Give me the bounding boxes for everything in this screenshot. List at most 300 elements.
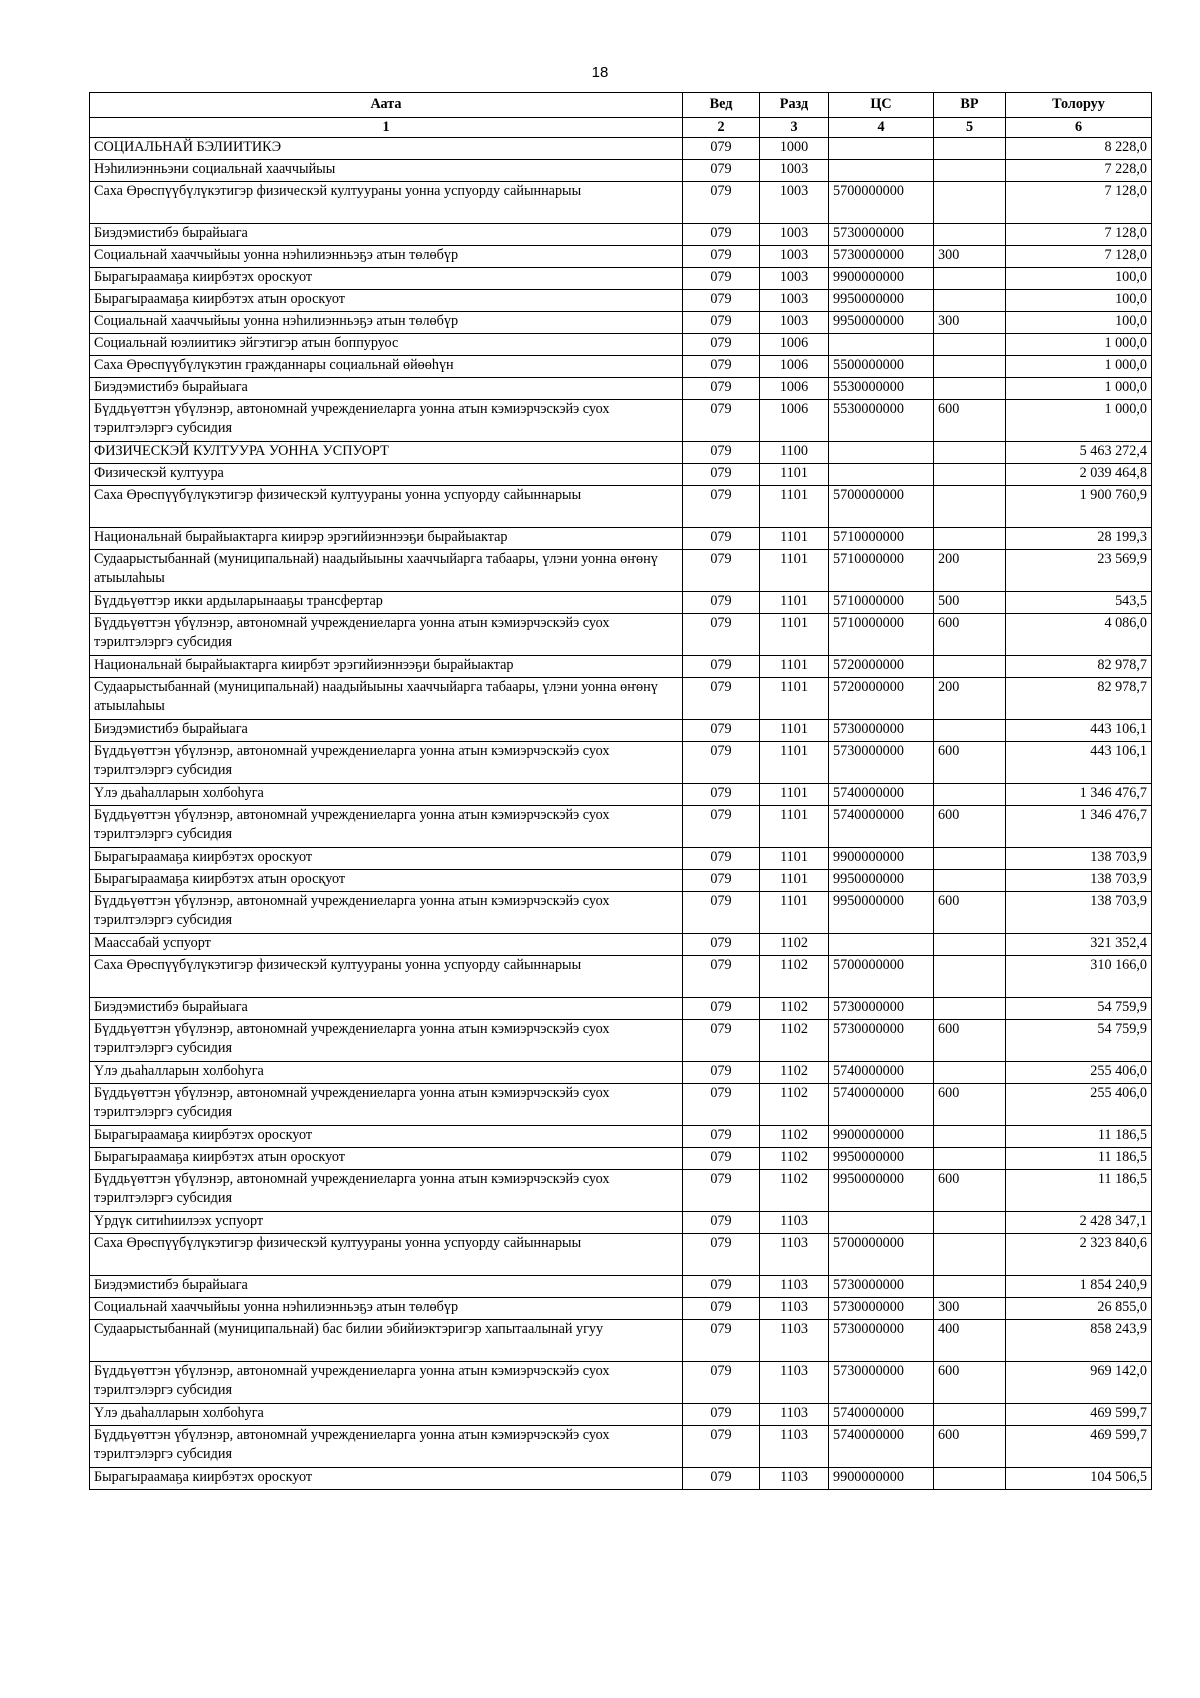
row-amount-cell: 469 599,7 [1006,1426,1152,1468]
table-row [90,138,1152,160]
row-ved-cell: 079 [683,528,760,550]
row-razd-cell: 1103 [760,1362,829,1404]
row-name-cell: Бүддьүөттэн үбүлэнэр, автономнай учреждениеларга уонна атын кэмиэрчэскэйэ суох тэрилтэлэргэ субсидия [90,1020,683,1062]
row-cs-cell: 5500000000 [829,356,934,378]
header-razd: Разд [760,93,829,118]
row-name-cell: Биэдэмистибэ бырайыага [90,378,683,400]
row-amount-cell: 4 086,0 [1006,614,1152,656]
row-razd-cell: 1102 [760,1084,829,1126]
row-ved-cell: 079 [683,592,760,614]
row-ved-cell: 079 [683,1170,760,1212]
column-index-row [90,118,1152,138]
row-vr-cell [934,290,1006,312]
table-row [90,224,1152,246]
table-row [90,1234,1152,1276]
row-amount-cell: 469 599,7 [1006,1404,1152,1426]
row-name-cell: Бүддьүөттэн үбүлэнэр, автономнай учреждениеларга уонна атын кэмиэрчэскэйэ суох тэрилтэлэргэ субсидия [90,1084,683,1126]
row-name-cell: Бырагыраамаҕа киирбэтэх ороскуот [90,1468,683,1490]
row-vr-cell: 300 [934,246,1006,268]
row-ved-cell: 079 [683,160,760,182]
row-razd-cell: 1101 [760,464,829,486]
row-vr-cell [934,956,1006,998]
table-row [90,892,1152,934]
row-name-cell: Судаарыстыбаннай (муниципальнай) бас билии эбийиэктэригэр хапытаалынай угуу [90,1320,683,1362]
row-ved-cell: 079 [683,1234,760,1276]
row-cs-cell: 9950000000 [829,290,934,312]
row-name-cell: Биэдэмистибэ бырайыага [90,720,683,742]
row-ved-cell: 079 [683,848,760,870]
row-vr-cell: 600 [934,806,1006,848]
row-name-cell: Социальнай юэлиитикэ эйгэтигэр атын боппуруос [90,334,683,356]
row-ved-cell: 079 [683,720,760,742]
row-vr-cell [934,182,1006,224]
row-amount-cell: 82 978,7 [1006,678,1152,720]
row-razd-cell: 1101 [760,870,829,892]
row-razd-cell: 1003 [760,182,829,224]
row-cs-cell [829,138,934,160]
row-vr-cell: 200 [934,678,1006,720]
row-razd-cell: 1101 [760,678,829,720]
row-amount-cell: 2 039 464,8 [1006,464,1152,486]
row-name-cell: Саха Өрөспүүбүлүкэтигэр физическэй култуураны уонна успуорду сайыннарыы [90,486,683,528]
row-ved-cell: 079 [683,400,760,442]
row-ved-cell: 079 [683,870,760,892]
row-ved-cell: 079 [683,1062,760,1084]
row-name-cell: Бүддьүөттэн үбүлэнэр, автономнай учреждениеларга уонна атын кэмиэрчэскэйэ суох тэрилтэлэргэ субсидия [90,806,683,848]
row-cs-cell: 5700000000 [829,486,934,528]
row-name-cell: Бүддьүөттэн үбүлэнэр, автономнай учреждениеларга уонна атын кэмиэрчэскэйэ суох тэрилтэлэргэ субсидия [90,614,683,656]
row-ved-cell: 079 [683,1020,760,1062]
row-ved-cell: 079 [683,312,760,334]
row-name-cell: Бүддьүөттэн үбүлэнэр, автономнай учреждениеларга уонна атын кэмиэрчэскэйэ суох тэрилтэлэргэ субсидия [90,1426,683,1468]
row-amount-cell: 23 569,9 [1006,550,1152,592]
row-amount-cell: 11 186,5 [1006,1170,1152,1212]
row-vr-cell: 500 [934,592,1006,614]
row-vr-cell: 600 [934,1084,1006,1126]
row-razd-cell: 1103 [760,1234,829,1276]
row-name-cell: Нэһилиэнньэни социальнай хааччыйыы [90,160,683,182]
row-razd-cell: 1102 [760,1170,829,1212]
row-vr-cell [934,1404,1006,1426]
row-amount-cell: 100,0 [1006,290,1152,312]
table-row [90,528,1152,550]
column-index: 1 [90,118,683,138]
row-amount-cell: 82 978,7 [1006,656,1152,678]
row-amount-cell: 1 346 476,7 [1006,784,1152,806]
row-cs-cell: 9900000000 [829,268,934,290]
row-amount-cell: 7 128,0 [1006,182,1152,224]
row-name-cell: Бүддьүөттэн үбүлэнэр, автономнай учреждениеларга уонна атын кэмиэрчэскэйэ суох тэрилтэлэргэ субсидия [90,1362,683,1404]
row-ved-cell: 079 [683,1148,760,1170]
row-razd-cell: 1003 [760,290,829,312]
row-amount-cell: 5 463 272,4 [1006,442,1152,464]
row-name-cell: Судаарыстыбаннай (муниципальнай) наадыйыыны хааччыйарга табаары, үлэни уонна өҥөнү атыылаһыы [90,550,683,592]
row-cs-cell: 5740000000 [829,806,934,848]
row-cs-cell: 5740000000 [829,1084,934,1126]
table-row [90,312,1152,334]
row-name-cell: Бырагыраамаҕа киирбэтэх ороскуот [90,1126,683,1148]
row-cs-cell: 5530000000 [829,400,934,442]
row-amount-cell: 255 406,0 [1006,1062,1152,1084]
row-name-cell: Социальнай хааччыйыы уонна нэһилиэнньэҕэ атын төлөбүр [90,246,683,268]
row-ved-cell: 079 [683,1426,760,1468]
row-vr-cell [934,138,1006,160]
table-row [90,1170,1152,1212]
row-ved-cell: 079 [683,246,760,268]
row-ved-cell: 079 [683,1298,760,1320]
row-vr-cell [934,378,1006,400]
row-vr-cell [934,464,1006,486]
row-name-cell: СОЦИАЛЬНАЙ БЭЛИИТИКЭ [90,138,683,160]
table-row [90,160,1152,182]
row-name-cell: Бырагыраамаҕа киирбэтэх ороскуот [90,848,683,870]
column-index: 2 [683,118,760,138]
row-cs-cell: 5530000000 [829,378,934,400]
row-cs-cell: 5740000000 [829,1062,934,1084]
table-row [90,1426,1152,1468]
row-vr-cell [934,934,1006,956]
row-amount-cell: 7 128,0 [1006,224,1152,246]
row-razd-cell: 1103 [760,1404,829,1426]
row-vr-cell [934,224,1006,246]
row-vr-cell [934,1126,1006,1148]
row-vr-cell [934,1276,1006,1298]
row-name-cell: Физическэй култуура [90,464,683,486]
row-name-cell: Саха Өрөспүүбүлүкэтин гражданнары социальнай өйөөһүн [90,356,683,378]
row-razd-cell: 1102 [760,934,829,956]
row-razd-cell: 1006 [760,356,829,378]
header-vr: ВР [934,93,1006,118]
row-razd-cell: 1006 [760,334,829,356]
row-ved-cell: 079 [683,290,760,312]
row-amount-cell: 443 106,1 [1006,742,1152,784]
table-row [90,720,1152,742]
table-row [90,246,1152,268]
row-ved-cell: 079 [683,1468,760,1490]
row-vr-cell [934,870,1006,892]
row-vr-cell [934,486,1006,528]
row-razd-cell: 1003 [760,246,829,268]
table-row [90,998,1152,1020]
row-vr-cell [934,1148,1006,1170]
row-cs-cell: 9900000000 [829,848,934,870]
row-cs-cell: 5700000000 [829,956,934,998]
row-cs-cell: 5730000000 [829,742,934,784]
row-name-cell: Үлэ дьаһалларын холбоһуга [90,1404,683,1426]
table-row [90,848,1152,870]
table-row [90,1298,1152,1320]
table-row [90,1126,1152,1148]
table-row [90,1320,1152,1362]
row-vr-cell [934,1468,1006,1490]
row-ved-cell: 079 [683,998,760,1020]
row-ved-cell: 079 [683,742,760,784]
row-amount-cell: 969 142,0 [1006,1362,1152,1404]
row-amount-cell: 26 855,0 [1006,1298,1152,1320]
table-row [90,1276,1152,1298]
row-name-cell: Биэдэмистибэ бырайыага [90,224,683,246]
row-cs-cell [829,334,934,356]
row-name-cell: Үлэ дьаһалларын холбоһуга [90,1062,683,1084]
row-amount-cell: 1 000,0 [1006,378,1152,400]
row-ved-cell: 079 [683,224,760,246]
row-cs-cell: 9950000000 [829,892,934,934]
row-name-cell: Национальнай бырайыактарга киирбэт эрэгийиэннээҕи бырайыактар [90,656,683,678]
row-cs-cell: 5740000000 [829,1404,934,1426]
row-vr-cell: 600 [934,1426,1006,1468]
row-amount-cell: 310 166,0 [1006,956,1152,998]
row-vr-cell [934,1062,1006,1084]
row-ved-cell: 079 [683,1362,760,1404]
row-razd-cell: 1006 [760,400,829,442]
row-vr-cell [934,998,1006,1020]
table-row [90,592,1152,614]
row-amount-cell: 104 506,5 [1006,1468,1152,1490]
row-amount-cell: 321 352,4 [1006,934,1152,956]
table-row [90,742,1152,784]
row-cs-cell: 9950000000 [829,1170,934,1212]
row-razd-cell: 1006 [760,378,829,400]
row-amount-cell: 7 128,0 [1006,246,1152,268]
row-vr-cell [934,442,1006,464]
row-amount-cell: 100,0 [1006,268,1152,290]
table-row [90,656,1152,678]
row-razd-cell: 1100 [760,442,829,464]
row-name-cell: Бырагыраамаҕа киирбэтэх атын оросқуот [90,870,683,892]
row-vr-cell: 600 [934,892,1006,934]
row-ved-cell: 079 [683,1404,760,1426]
table-row [90,442,1152,464]
row-cs-cell: 5730000000 [829,246,934,268]
table-row [90,1404,1152,1426]
row-razd-cell: 1101 [760,528,829,550]
row-ved-cell: 079 [683,486,760,528]
row-cs-cell [829,1212,934,1234]
row-vr-cell: 600 [934,614,1006,656]
row-ved-cell: 079 [683,956,760,998]
row-name-cell: Саха Өрөспүүбүлүкэтигэр физическэй култуураны уонна успуорду сайыннарыы [90,182,683,224]
table-row [90,400,1152,442]
table-header-row [90,93,1152,118]
row-amount-cell: 100,0 [1006,312,1152,334]
row-name-cell: Бүддьүөттэр икки ардыларынааҕы трансфертар [90,592,683,614]
row-ved-cell: 079 [683,1276,760,1298]
row-razd-cell: 1101 [760,742,829,784]
table-row [90,870,1152,892]
row-razd-cell: 1101 [760,784,829,806]
row-razd-cell: 1003 [760,268,829,290]
row-ved-cell: 079 [683,442,760,464]
header-toloruu: Толоруу [1006,93,1152,118]
row-vr-cell: 300 [934,312,1006,334]
row-name-cell: Социальнай хааччыйыы уонна нэһилиэнньэҕэ атын төлөбүр [90,1298,683,1320]
table-row [90,956,1152,998]
row-razd-cell: 1103 [760,1298,829,1320]
row-cs-cell: 9900000000 [829,1126,934,1148]
row-cs-cell: 5710000000 [829,550,934,592]
row-cs-cell: 5710000000 [829,614,934,656]
row-vr-cell [934,784,1006,806]
row-vr-cell [934,334,1006,356]
row-name-cell: Саха Өрөспүүбүлүкэтигэр физическэй култуураны уонна успуорду сайыннарыы [90,956,683,998]
row-razd-cell: 1003 [760,160,829,182]
table-row [90,182,1152,224]
row-vr-cell: 400 [934,1320,1006,1362]
row-cs-cell [829,934,934,956]
column-index: 6 [1006,118,1152,138]
row-cs-cell [829,464,934,486]
row-name-cell: Бүддьүөттэн үбүлэнэр, автономнай учреждениеларга уонна атын кэмиэрчэскэйэ суох тэрилтэлэргэ субсидия [90,742,683,784]
row-vr-cell: 600 [934,1170,1006,1212]
row-name-cell: Биэдэмистибэ бырайыага [90,998,683,1020]
column-index: 3 [760,118,829,138]
row-razd-cell: 1101 [760,592,829,614]
table-row [90,614,1152,656]
row-name-cell: Судаарыстыбаннай (муниципальнай) наадыйыыны хааччыйарга табаары, үлэни уонна өҥөнү атыылаһыы [90,678,683,720]
row-amount-cell: 11 186,5 [1006,1148,1152,1170]
row-name-cell: Бырагыраамаҕа киирбэтэх атын ороскуот [90,1148,683,1170]
table-row [90,1062,1152,1084]
table-row [90,464,1152,486]
row-razd-cell: 1000 [760,138,829,160]
row-vr-cell: 600 [934,742,1006,784]
row-ved-cell: 079 [683,356,760,378]
table-row [90,378,1152,400]
table-row [90,1148,1152,1170]
row-cs-cell: 5710000000 [829,528,934,550]
table-row [90,486,1152,528]
row-cs-cell: 5730000000 [829,1362,934,1404]
table-row [90,1362,1152,1404]
row-amount-cell: 2 323 840,6 [1006,1234,1152,1276]
row-razd-cell: 1103 [760,1468,829,1490]
row-amount-cell: 858 243,9 [1006,1320,1152,1362]
row-name-cell: Бырагыраамаҕа киирбэтэх ороскуот [90,268,683,290]
row-vr-cell: 600 [934,1362,1006,1404]
row-vr-cell [934,1234,1006,1276]
row-vr-cell [934,528,1006,550]
row-cs-cell: 5730000000 [829,1020,934,1062]
row-razd-cell: 1103 [760,1426,829,1468]
row-ved-cell: 079 [683,678,760,720]
row-amount-cell: 2 428 347,1 [1006,1212,1152,1234]
row-razd-cell: 1101 [760,614,829,656]
column-index: 4 [829,118,934,138]
row-cs-cell [829,160,934,182]
row-razd-cell: 1102 [760,1062,829,1084]
row-vr-cell: 200 [934,550,1006,592]
row-amount-cell: 543,5 [1006,592,1152,614]
row-razd-cell: 1003 [760,312,829,334]
row-ved-cell: 079 [683,182,760,224]
row-ved-cell: 079 [683,1084,760,1126]
row-cs-cell: 9900000000 [829,1468,934,1490]
row-amount-cell: 1 900 760,9 [1006,486,1152,528]
row-ved-cell: 079 [683,934,760,956]
table-row [90,334,1152,356]
table-row [90,784,1152,806]
row-amount-cell: 138 703,9 [1006,848,1152,870]
row-ved-cell: 079 [683,1212,760,1234]
row-amount-cell: 138 703,9 [1006,892,1152,934]
row-cs-cell: 5720000000 [829,656,934,678]
budget-table [89,92,1152,1490]
row-razd-cell: 1102 [760,1148,829,1170]
row-vr-cell [934,848,1006,870]
table-row [90,1468,1152,1490]
row-name-cell: Бүддьүөттэн үбүлэнэр, автономнай учреждениеларга уонна атын кэмиэрчэскэйэ суох тэрилтэлэргэ субсидия [90,892,683,934]
row-cs-cell: 5730000000 [829,998,934,1020]
row-name-cell: Бүддьүөттэн үбүлэнэр, автономнай учреждениеларга уонна атын кэмиэрчэскэйэ суох тэрилтэлэргэ субсидия [90,400,683,442]
row-vr-cell [934,160,1006,182]
table-row [90,934,1152,956]
row-cs-cell: 5730000000 [829,1298,934,1320]
row-cs-cell: 9950000000 [829,1148,934,1170]
row-amount-cell: 1 000,0 [1006,400,1152,442]
table-row [90,1212,1152,1234]
row-ved-cell: 079 [683,806,760,848]
row-amount-cell: 1 346 476,7 [1006,806,1152,848]
row-vr-cell [934,656,1006,678]
row-vr-cell [934,356,1006,378]
row-razd-cell: 1101 [760,720,829,742]
header-aata: Аата [90,93,683,118]
row-ved-cell: 079 [683,550,760,592]
row-ved-cell: 079 [683,1126,760,1148]
row-ved-cell: 079 [683,138,760,160]
row-cs-cell: 5740000000 [829,784,934,806]
row-amount-cell: 7 228,0 [1006,160,1152,182]
table-row [90,806,1152,848]
row-name-cell: Национальнай бырайыактарга киирэр эрэгийиэннээҕи бырайыактар [90,528,683,550]
column-index: 5 [934,118,1006,138]
row-razd-cell: 1101 [760,806,829,848]
header-ved: Вед [683,93,760,118]
row-vr-cell: 600 [934,400,1006,442]
header-cs: ЦС [829,93,934,118]
row-razd-cell: 1102 [760,998,829,1020]
row-name-cell: Биэдэмистибэ бырайыага [90,1276,683,1298]
table-row [90,550,1152,592]
row-razd-cell: 1103 [760,1212,829,1234]
row-ved-cell: 079 [683,268,760,290]
row-amount-cell: 443 106,1 [1006,720,1152,742]
row-razd-cell: 1003 [760,224,829,246]
row-amount-cell: 8 228,0 [1006,138,1152,160]
row-ved-cell: 079 [683,1320,760,1362]
row-name-cell: Үлэ дьаһалларын холбоһуга [90,784,683,806]
row-razd-cell: 1102 [760,956,829,998]
row-ved-cell: 079 [683,378,760,400]
row-ved-cell: 079 [683,656,760,678]
row-amount-cell: 54 759,9 [1006,998,1152,1020]
row-vr-cell: 300 [934,1298,1006,1320]
row-cs-cell: 9950000000 [829,312,934,334]
row-vr-cell: 600 [934,1020,1006,1062]
row-razd-cell: 1102 [760,1020,829,1062]
row-cs-cell: 5710000000 [829,592,934,614]
row-cs-cell: 5730000000 [829,720,934,742]
row-cs-cell: 5700000000 [829,182,934,224]
table-row [90,268,1152,290]
table-row [90,678,1152,720]
row-amount-cell: 1 000,0 [1006,334,1152,356]
row-razd-cell: 1103 [760,1276,829,1298]
row-ved-cell: 079 [683,464,760,486]
row-razd-cell: 1102 [760,1126,829,1148]
row-amount-cell: 11 186,5 [1006,1126,1152,1148]
row-vr-cell [934,720,1006,742]
